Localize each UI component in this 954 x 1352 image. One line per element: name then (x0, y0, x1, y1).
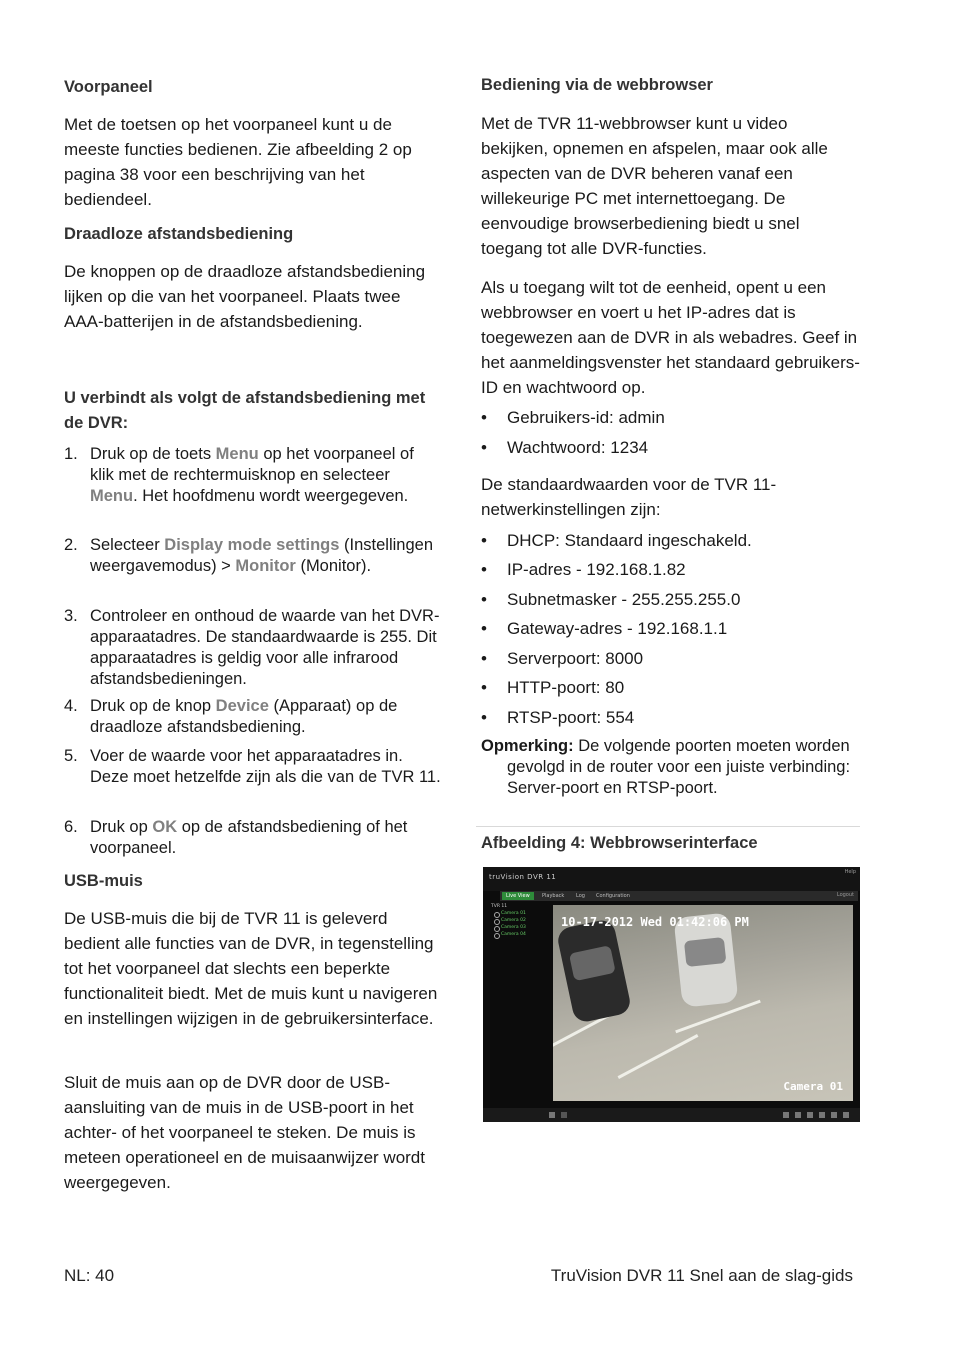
step-number: 2. (64, 536, 78, 554)
keyword: Monitor (235, 557, 296, 575)
control-icon (831, 1112, 837, 1118)
divider (476, 826, 860, 827)
bullet-text: Wachtwoord: 1234 (507, 438, 649, 457)
screenshot-brand: truVision DVR 11 (489, 873, 557, 881)
web-text-2: Als u toegang wilt tot de eenheid, opent u een webbrowser en voert u het IP-adres dat is toegewezen aan de DVR in als webadres. Geef in het aanmeldingsvenster het standaard gebruikers-ID en wachtwoord op. (481, 278, 860, 397)
step-text: Selecteer (90, 536, 165, 554)
bullet-item: • Wachtwoord: 1234 (481, 438, 649, 457)
step-text: op de afstandsbediening of het voorpaneel. (90, 818, 408, 857)
bullet-item: • Subnetmasker - 255.255.255.0 (481, 590, 741, 609)
screenshot-tab-live-view: Live View (502, 892, 534, 900)
parked-car (556, 918, 633, 1024)
screenshot-header (483, 867, 860, 891)
usb-text-2: Sluit de muis aan op de DVR door de USB-aansluiting van de muis in de USB-poort in het achter- of het voorpaneel te steken. De muis is meteen operationeel en de muisaanwijzer wordt weergegeven. (64, 1073, 425, 1192)
connect-heading: U verbindt als volgt de afstandsbediening met de DVR: (64, 389, 426, 432)
video-camera-label: Camera 01 (783, 1080, 843, 1093)
layout-icon (561, 1112, 567, 1118)
screenshot-device-name: TVR 11 (491, 904, 508, 909)
bullet-text: Gebruikers-id: admin (507, 408, 665, 427)
control-icon (807, 1112, 813, 1118)
screenshot-camera-item: Camera 04 (491, 932, 551, 939)
step-text: Druk op de knop (90, 697, 216, 715)
step-6 (64, 817, 444, 859)
bullet-item: • RTSP-poort: 554 (481, 708, 635, 727)
step-2 (64, 535, 442, 577)
usb-text-1: De USB-muis die bij de TVR 11 is geleverd bedient alle functies van de DVR, in tegenstelling tot het voorpaneel dat slechts een beperkte functionaliteit biedt. Met de muis kunt u navigeren en instellingen wijzigen in de gebruikersinterface. (64, 909, 438, 1028)
step-3 (64, 606, 444, 690)
page-number: NL: 40 (64, 1266, 115, 1285)
keyword: Display mode settings (164, 536, 340, 554)
step-1 (64, 444, 442, 507)
usb-heading: USB-muis (64, 872, 143, 890)
step-text: (Instellingen weergavemodus) > (90, 536, 433, 575)
note-text: De volgende poorten moeten worden gevolgd in de router voor een juiste verbinding: Server-poort en RTSP-poort. (507, 737, 851, 797)
bullet-text: RTSP-poort: 554 (507, 708, 635, 727)
browser-screenshot (483, 867, 860, 1122)
screenshot-tab-playback: Playback (542, 893, 565, 899)
control-icon (795, 1112, 801, 1118)
remote-text: De knoppen op de draadloze afstandsbediening lijken op die van het voorpaneel. Plaats twee AAA-batterijen in de afstandsbediening. (64, 262, 426, 331)
screenshot-tab-log: Log (576, 893, 585, 899)
bullet-item: • HTTP-poort: 80 (481, 678, 625, 697)
net-intro: De standaardwaarden voor de TVR 11-netwerkinstellingen zijn: (481, 475, 777, 519)
screenshot-camera-item: Camera 01 (491, 911, 551, 918)
screenshot-camera-item: Camera 03 (491, 925, 551, 932)
remote-heading: Draadloze afstandsbediening (64, 225, 294, 243)
screenshot-tabs (500, 891, 858, 901)
control-icon (819, 1112, 825, 1118)
screenshot-tab-configuration: Configuration (596, 893, 630, 899)
step-text: . Het hoofdmenu wordt weergegeven. (133, 487, 409, 505)
bullet-item: • Gebruikers-id: admin (481, 408, 665, 427)
voorpaneel-text: Met de toetsen op het voorpaneel kunt u de meeste functies bedienen. Zie afbeelding 2 op pagina 38 voor een beschrijving van het bediendeel. (64, 115, 412, 209)
step-text: op het voorpaneel of klik met de rechtermuisknop en selecteer (90, 445, 414, 484)
note (481, 736, 885, 799)
voorpaneel-heading: Voorpaneel (64, 78, 153, 96)
screenshot-camera-list (491, 904, 551, 1104)
screenshot-help: Help (844, 869, 856, 875)
bullet-text: Serverpoort: 8000 (507, 649, 644, 668)
bullet-text: HTTP-poort: 80 (507, 678, 625, 697)
video-timestamp: 10-17-2012 Wed 01:42:06 PM (561, 915, 749, 929)
bullet-item: • DHCP: Standaard ingeschakeld. (481, 531, 752, 550)
bullet-item: • IP-adres - 192.168.1.82 (481, 560, 686, 579)
control-icon (783, 1112, 789, 1118)
bullet-item: • Gateway-adres - 192.168.1.1 (481, 619, 728, 638)
step-text: Voer de waarde voor het apparaatadres in. Deze moet hetzelfde zijn als die van de TVR 11. (90, 747, 441, 786)
note-label: Opmerking: (481, 737, 574, 755)
step-4 (64, 696, 442, 738)
document-title: TruVision DVR 11 Snel aan de slag-gids (550, 1266, 853, 1285)
step-text: Druk op (90, 818, 153, 836)
bullet-text: DHCP: Standaard ingeschakeld. (507, 531, 752, 550)
step-number: 6. (64, 818, 78, 836)
keyword: Menu (90, 487, 134, 505)
bullet-text: Gateway-adres - 192.168.1.1 (507, 619, 728, 638)
control-icon (843, 1112, 849, 1118)
step-number: 1. (64, 445, 78, 463)
web-heading: Bediening via de webbrowser (481, 76, 713, 94)
screenshot-logout: Logout (836, 892, 854, 898)
screenshot-toolbar (483, 1108, 860, 1122)
parking-line (618, 1034, 699, 1079)
step-5 (64, 746, 442, 788)
step-number: 3. (64, 607, 78, 625)
step-number: 5. (64, 747, 78, 765)
stop-icon (549, 1112, 555, 1118)
web-text-1: Met de TVR 11-webbrowser kunt u video bekijken, opnemen en afspelen, maar ook alle aspecten van de DVR beheren vanaf een willekeurige PC met internettoegang. De eenvoudige browserbediening biedt u snel toegang tot alle DVR-functies. (481, 114, 828, 258)
keyword: Device (215, 697, 269, 715)
bullet-text: Subnetmasker - 255.255.255.0 (507, 590, 741, 609)
step-text: (Apparaat) op de draadloze afstandsbediening. (90, 697, 398, 736)
step-text: Druk op de toets (90, 445, 216, 463)
keyword: Menu (215, 445, 259, 463)
figure-caption: Afbeelding 4: Webbrowserinterface (481, 834, 758, 852)
keyword: OK (152, 818, 178, 836)
bullet-text: IP-adres - 192.168.1.82 (507, 560, 686, 579)
screenshot-camera-item: Camera 02 (491, 918, 551, 925)
step-number: 4. (64, 697, 78, 715)
bullet-item: • Serverpoort: 8000 (481, 649, 644, 668)
step-text: (Monitor). (295, 557, 372, 575)
step-text: Controleer en onthoud de waarde van het DVR-apparaatadres. De standaardwaarde is 255. Dit apparaatadres is geldig voor alle infrarood afstandsbedieningen. (90, 607, 440, 688)
screenshot-video-feed (553, 905, 853, 1101)
